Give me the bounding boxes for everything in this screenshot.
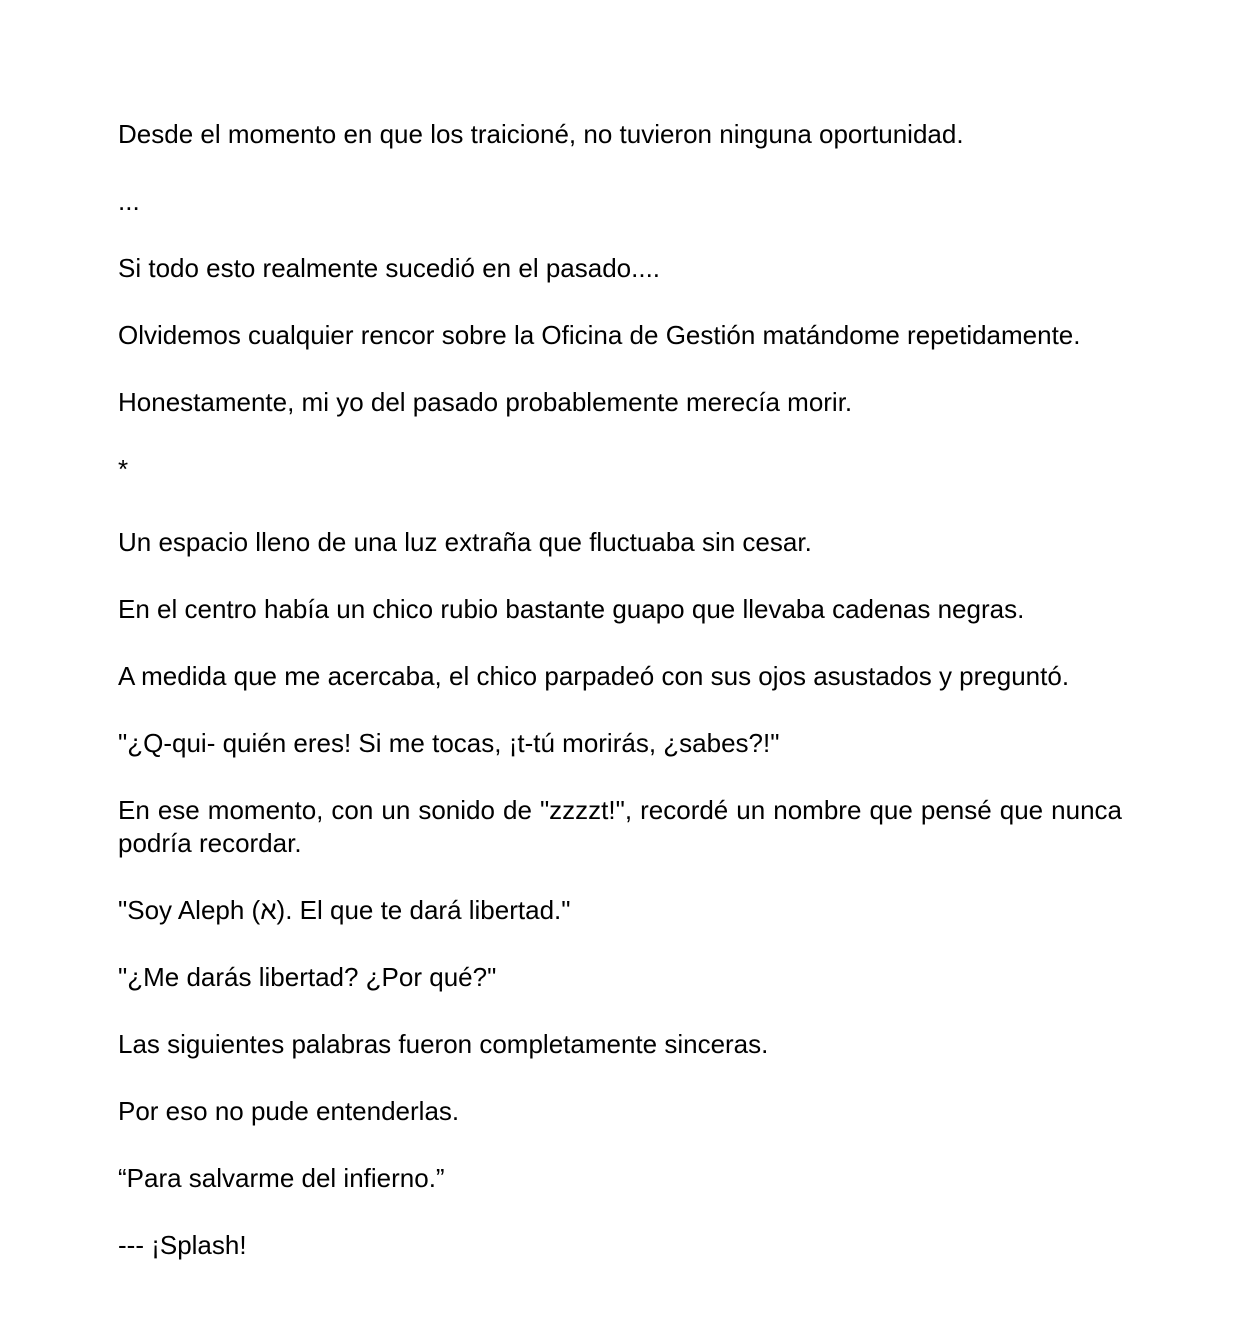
paragraph: --- ¡Splash! [118, 1230, 247, 1260]
paragraph: Olvidemos cualquier rencor sobre la Oficina de Gestión matándome repetidamente. [118, 320, 1081, 350]
paragraph: En el centro había un chico rubio bastante guapo que llevaba cadenas negras. [118, 594, 1025, 624]
document-body [118, 118, 1122, 1296]
paragraph: “Para salvarme del infierno.” [118, 1163, 445, 1193]
paragraph: En ese momento, con un sonido de "zzzzt!", recordé un nombre que pensé que nunca podría recordar. [118, 795, 1122, 858]
paragraph: Por eso no pude entenderlas. [118, 1096, 460, 1126]
paragraph: "Soy Aleph (א). El que te dará libertad." [118, 895, 571, 925]
paragraph: Un espacio lleno de una luz extraña que fluctuaba sin cesar. [118, 527, 812, 557]
paragraph: Las siguientes palabras fueron completamente sinceras. [118, 1029, 769, 1059]
paragraph: ... [118, 186, 140, 216]
paragraph: Si todo esto realmente sucedió en el pasado.... [118, 253, 661, 283]
scene-break: * [118, 454, 129, 484]
paragraph: "¿Me darás libertad? ¿Por qué?" [118, 962, 497, 992]
paragraph: A medida que me acercaba, el chico parpadeó con sus ojos asustados y preguntó. [118, 661, 1070, 691]
paragraph: Honestamente, mi yo del pasado probablemente merecía morir. [118, 387, 853, 417]
paragraph: "¿Q-qui- quién eres! Si me tocas, ¡t-tú morirás, ¿sabes?!" [118, 728, 780, 758]
paragraph: Desde el momento en que los traicioné, no tuvieron ninguna oportunidad. [118, 119, 964, 149]
